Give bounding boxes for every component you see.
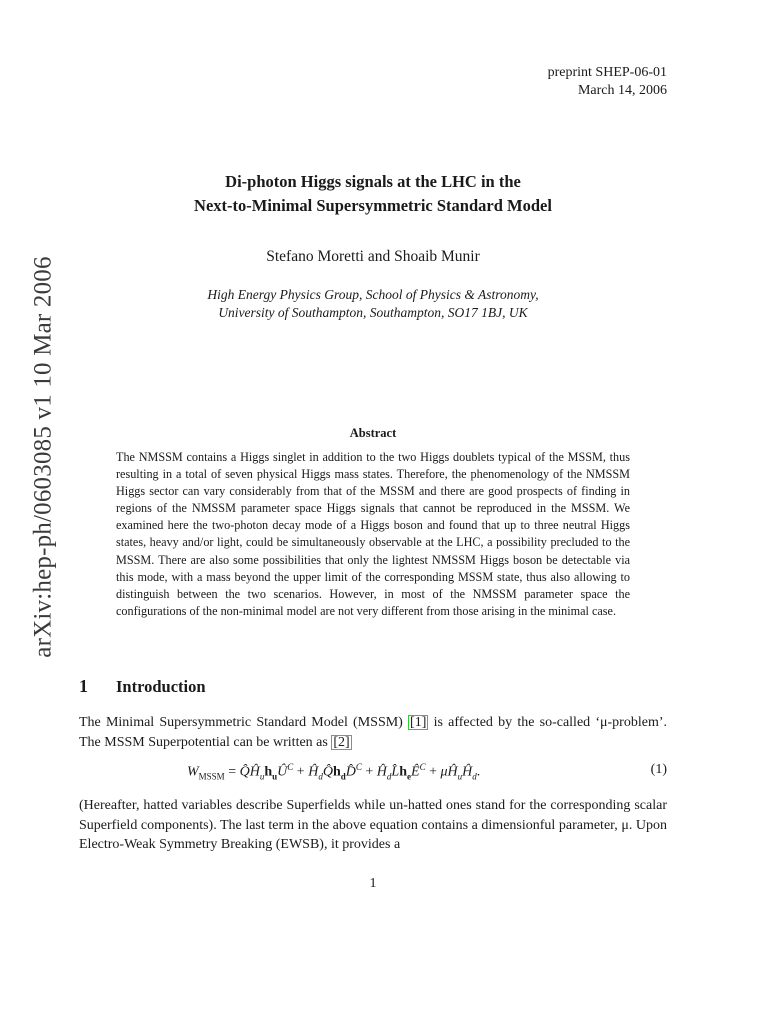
affiliation-line-2: University of Southampton, Southampton, SO17 1BJ, UK	[218, 305, 528, 320]
intro-paragraph-1	[79, 713, 667, 752]
intro-paragraph-2: (Hereafter, hatted variables describe Superfields while un-hatted ones stand for the corresponding scalar Superfield components). The last term in the above equation contains a dimensionful parameter, μ. Upon Electro-Weak Symmetry Breaking (EWSB), it provides a	[79, 798, 667, 852]
intro-text-a: The Minimal Supersymmetric Standard Model (MSSM)	[79, 715, 409, 730]
preprint-info	[548, 64, 667, 100]
citation-link-2[interactable]: [2]	[333, 734, 350, 750]
paper-title	[78, 170, 668, 218]
section-number: 1	[79, 676, 88, 696]
affiliation	[78, 286, 668, 322]
preprint-date: March 14, 2006	[577, 83, 667, 98]
superpotential-formula: $W_{MSSM}$ = $Q̂Ĥ_uh_uÛ^C$ + $Ĥ_dQ̂h_dD̂^C$ + $Ĥ_dL̂h_eÊ^C$ + $\mu Ĥ_uĤ_d$.	[187, 762, 481, 782]
page-number: 1	[369, 876, 377, 891]
equation-1	[79, 762, 667, 784]
section-title: Introduction	[116, 677, 206, 696]
section-heading	[79, 676, 206, 697]
arxiv-stamp	[20, 252, 68, 662]
abstract-body: The NMSSM contains a Higgs singlet in addition to the two Higgs doublets typical of the MSSM, thus resulting in a total of seven physical Higgs mass states. Therefore, the phenomenology of the NMSSM Higgs sector can vary considerably from that of the MSSM and there are good prospects of finding in regions of the NMSSM parameter space Higgs signals that cannot be reproduced in the MSSM. We examined here the two-photon decay mode of a Higgs boson and found that up to three neutral Higgs states, heavy and/or light, could be simultaneously observable at the LHC, a possibility precluded to the MSSM. There are also some possibilities that only the lightest NMSSM Higgs boson be detectable via this mode, with a mass beyond the upper limit of the corresponding MSSM state, thus also allowing to distinguish between the two scenarios. However, in most of the NMSSM parameter space the configurations of the non-minimal model are not very different from those arising in the minimal case.	[116, 450, 630, 618]
equation-number: (1)	[650, 762, 667, 777]
paper-title-line-1: Di-photon Higgs signals at the LHC in the	[225, 172, 521, 191]
citation-link-1[interactable]: [1]	[410, 715, 427, 730]
abstract-heading: Abstract	[349, 426, 397, 440]
intro-text-b: is affected by the so-called ‘μ-problem’. The MSSM Superpotential can be written as	[79, 715, 667, 750]
affiliation-line-1: High Energy Physics Group, School of Physics & Astronomy,	[207, 287, 539, 302]
paper-title-line-2: Next-to-Minimal Supersymmetric Standard Model	[194, 196, 552, 215]
arxiv-stamp-text: arXiv:hep-ph/0603085 v1 10 Mar 2006	[30, 256, 58, 658]
authors: Stefano Moretti and Shoaib Munir	[266, 248, 480, 265]
preprint-id: preprint SHEP-06-01	[547, 65, 667, 80]
